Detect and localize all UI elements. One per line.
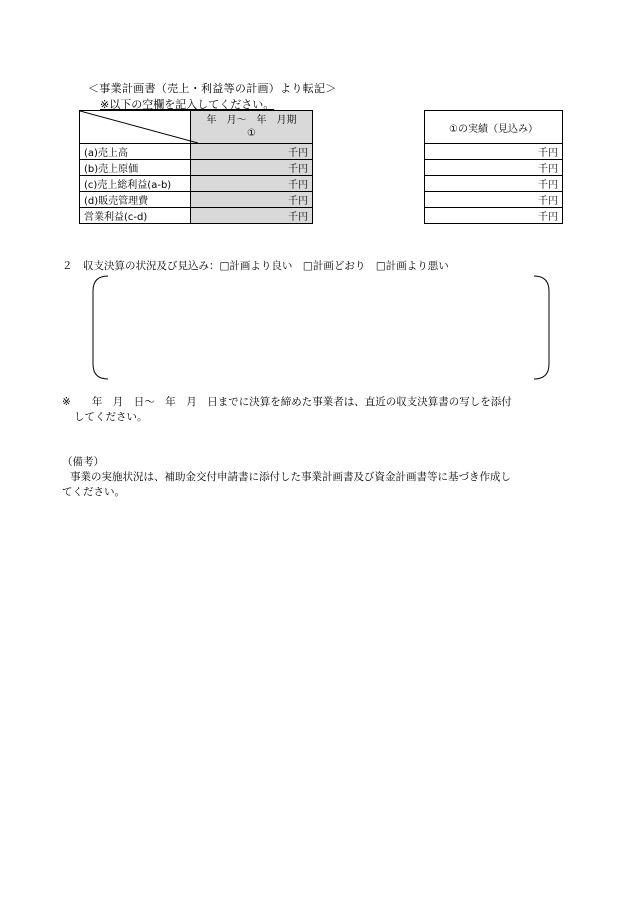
actual-value-cell[interactable]: 千円 [425,144,563,160]
plan-value-cell[interactable]: 千円 [191,208,313,224]
row-label: (a)売上高 [80,144,191,160]
diagonal-header-cell [80,111,191,144]
plan-value-cell[interactable]: 千円 [191,176,313,192]
actual-value-cell[interactable]: 千円 [425,208,563,224]
biko-title: （備考） [62,456,104,468]
remarks-bracket-box[interactable] [92,275,550,380]
row-label: (d)販売管理費 [80,192,191,208]
actual-value-cell[interactable]: 千円 [425,192,563,208]
biko-section [62,455,582,500]
settlement-remark [62,395,582,425]
actual-value-cell[interactable]: 千円 [425,176,563,192]
plan-row [80,160,313,176]
plan-value-cell[interactable]: 千円 [191,160,313,176]
section2-title: ２ 収支決算の状況及び見込み：□計画より良い □計画どおり □計画より悪い [62,260,449,272]
plan-row [80,208,313,224]
period-label: 年 月～ 年 月期 [206,115,297,126]
period-marker: ① [247,128,256,139]
plan-row [80,144,313,160]
plan-value-cell[interactable]: 千円 [191,144,313,160]
period-header-cell[interactable] [191,111,313,144]
diagonal-line [80,111,198,143]
plan-value-cell[interactable]: 千円 [191,192,313,208]
row-label: 営業利益(c-d) [80,208,191,224]
biko-line-2: てください。 [62,486,125,498]
plan-table [79,110,313,224]
row-label: (c)売上総利益(a-b) [80,176,191,192]
plan-row [80,192,313,208]
plan-row [80,176,313,192]
actual-table [424,110,563,224]
remark-line-1: ※ 年 月 日～ 年 月 日までに決算を締めた事業者は、直近の収支決算書の写しを添付 [62,396,512,408]
transfer-heading: ＜事業計画書（売上・利益等の計画）より転記＞ [88,82,337,95]
row-label: (b)売上原価 [80,160,191,176]
actual-header: ①の実績（見込み） [425,111,563,144]
actual-value-cell[interactable]: 千円 [425,160,563,176]
remark-line-2: してください。 [74,411,148,423]
instruction-note: ※以下の空欄を記入してください。 [100,98,275,111]
biko-line-1: 事業の実施状況は、補助金交付申請書に添付した事業計画書及び資金計画書等に基づき作成し [70,471,511,483]
